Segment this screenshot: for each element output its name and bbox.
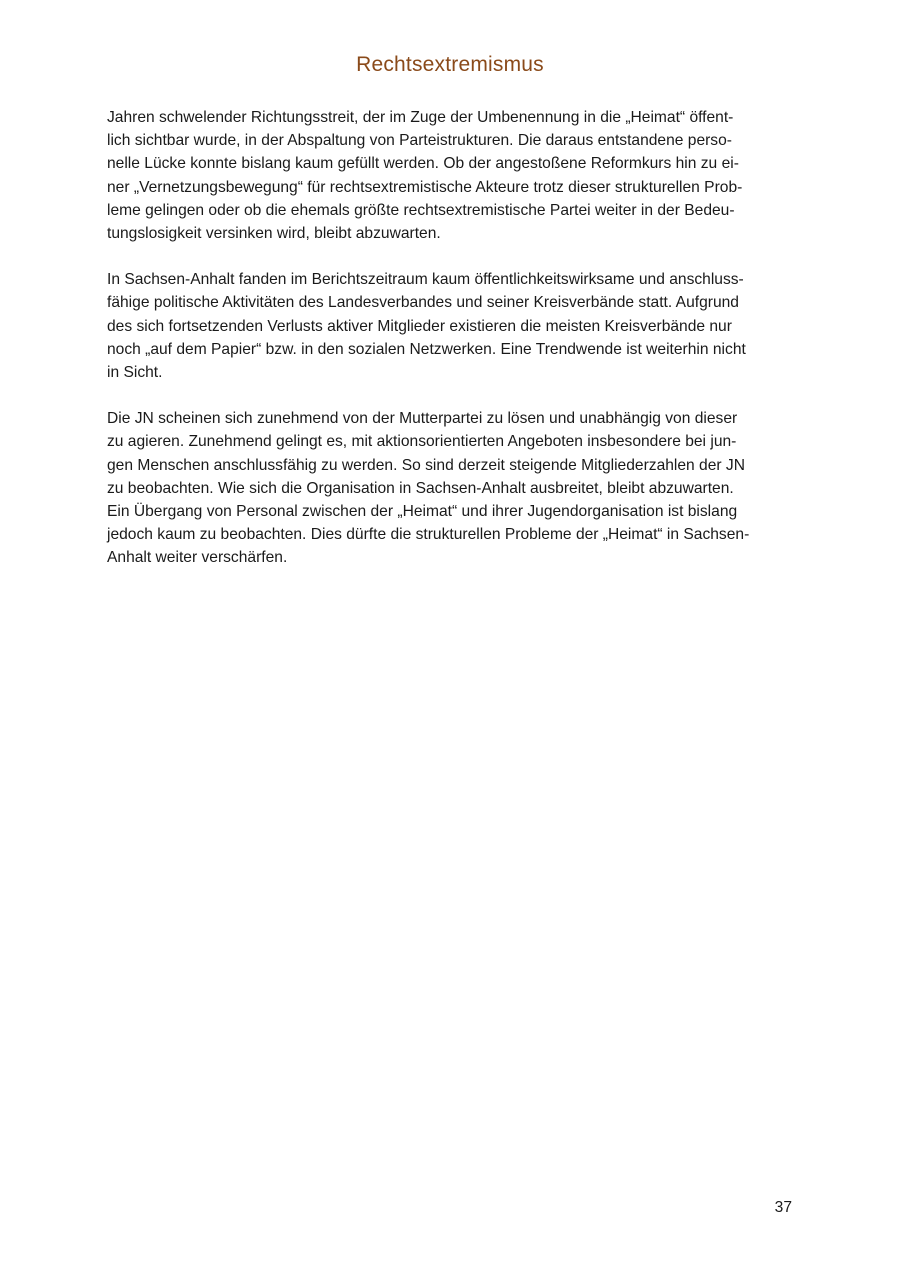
paragraph-1 <box>107 106 797 245</box>
text-line: zu beobachten. Wie sich die Organisation in Sachsen-Anhalt ausbreitet, bleibt abzuwarten. <box>107 479 734 497</box>
text-line: leme gelingen oder ob die ehemals größte rechtsextremistische Partei weiter in der Bedeu- <box>107 201 735 219</box>
text-line: Ein Übergang von Personal zwischen der „Heimat“ und ihrer Jugendorganisation ist bislang <box>107 503 738 521</box>
text-line: Jahren schwelender Richtungsstreit, der im Zuge der Umbenennung in die „Heimat“ öffent- <box>107 109 734 126</box>
paragraph-3 <box>107 407 797 569</box>
text-line: lich sichtbar wurde, in der Abspaltung von Parteistrukturen. Die daraus entstandene perso- <box>107 132 732 150</box>
text-line: jedoch kaum zu beobachten. Dies dürfte die strukturellen Probleme der „Heimat“ in Sachsen- <box>107 526 750 544</box>
text-line: in Sicht. <box>107 364 163 382</box>
body-text <box>107 106 797 593</box>
text-line: ner „Vernetzungsbewegung“ für rechtsextremistische Akteure trotz dieser strukturellen Prob- <box>107 178 743 196</box>
text-line: zu agieren. Zunehmend gelingt es, mit aktionsorientierten Angeboten insbesondere bei jun- <box>107 433 737 451</box>
page-title: Rechtsextremismus <box>356 53 544 76</box>
text-line: fähige politische Aktivitäten des Landesverbandes und seiner Kreisverbände statt. Aufgrund <box>107 294 739 312</box>
text-line: Anhalt weiter verschärfen. <box>107 549 288 567</box>
text-line: Die JN scheinen sich zunehmend von der Mutterpartei zu lösen und unabhängig von dieser <box>107 410 738 428</box>
text-line: noch „auf dem Papier“ bzw. in den sozialen Netzwerken. Eine Trendwende ist weiterhin nicht <box>107 340 746 358</box>
paragraph-2 <box>107 268 797 384</box>
text-line: In Sachsen-Anhalt fanden im Berichtszeitraum kaum öffentlichkeitswirksame und anschluss- <box>107 271 744 289</box>
text-line: des sich fortsetzenden Verlusts aktiver Mitglieder existieren die meisten Kreisverbände nur <box>107 317 732 335</box>
text-line: gen Menschen anschlussfähig zu werden. So sind derzeit steigende Mitgliederzahlen der JN <box>107 456 745 474</box>
text-line: tungslosigkeit versinken wird, bleibt abzuwarten. <box>107 225 441 243</box>
text-line: nelle Lücke konnte bislang kaum gefüllt werden. Ob der angestoßene Reformkurs hin zu ei- <box>107 155 739 173</box>
page-number: 37 <box>774 1199 792 1216</box>
